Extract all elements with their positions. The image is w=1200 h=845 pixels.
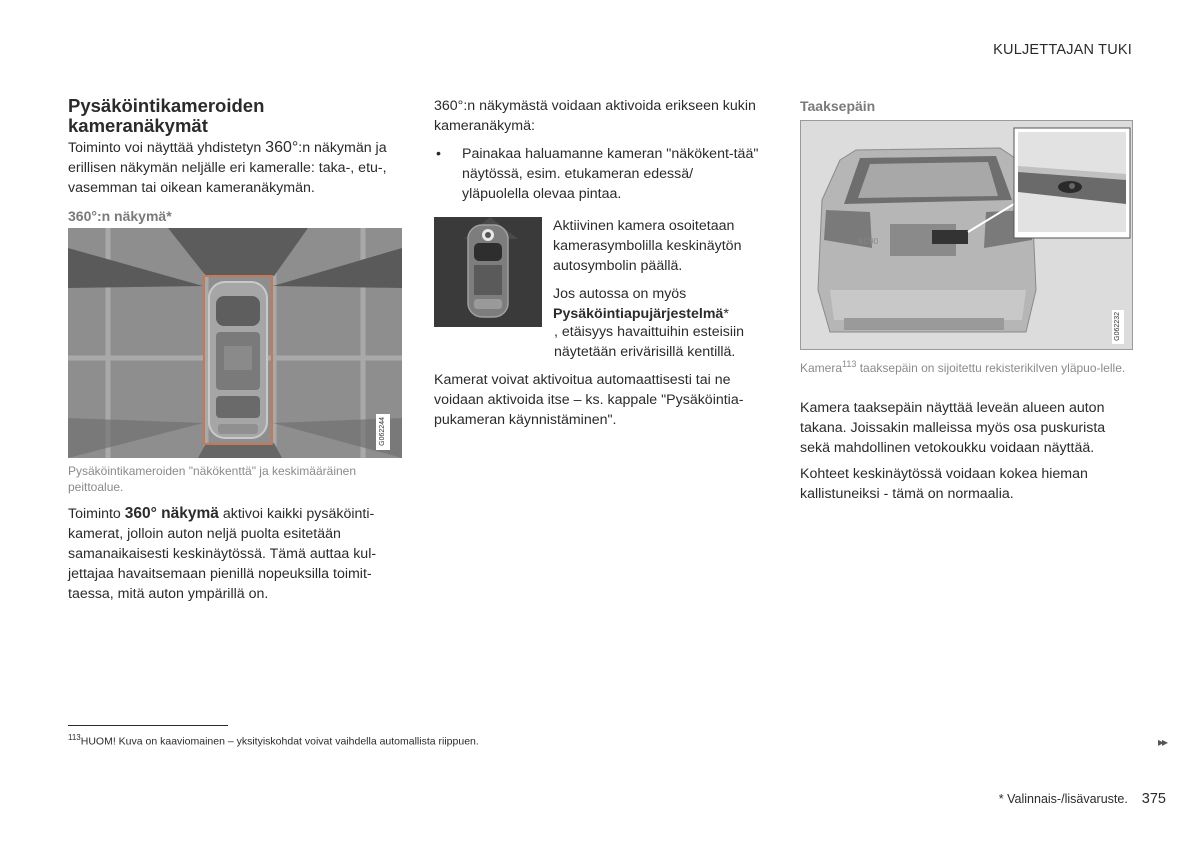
bullet-item bbox=[434, 144, 764, 204]
section-header: KULJETTAJAN TUKI bbox=[993, 42, 1132, 58]
car-badge: XC90 bbox=[858, 237, 879, 246]
title-line-1: Pysäköintikameroiden bbox=[68, 95, 265, 116]
footnote-number: 113 bbox=[68, 733, 81, 742]
body-pre: Toiminto bbox=[68, 506, 125, 522]
image-code: G062244 bbox=[379, 417, 386, 446]
column-1 bbox=[68, 96, 398, 226]
parking-assist-link: Pysäköintiapujärjestelmä bbox=[553, 306, 724, 322]
col2-paragraph-3: Kamerat voivat aktivoitua automaattisesti tai ne voidaan aktivoida itse – ks. kappale "Pysäköintia-pukameran käynnistäminen". bbox=[434, 372, 744, 428]
image-rear-camera bbox=[800, 120, 1133, 350]
subheading-rear: Taaksepäin bbox=[800, 98, 876, 114]
footnote-ref: 113 bbox=[842, 359, 857, 369]
image-code-rear: G062232 bbox=[1114, 312, 1121, 341]
col2-intro: 360°:n näkymästä voidaan aktivoida erikseen kukin kameranäkymä: bbox=[434, 98, 756, 134]
image-360-view bbox=[68, 228, 402, 458]
intro-text-1: Toiminto voi näyttää yhdistetyn bbox=[68, 140, 262, 156]
optional-accessory-note: * Valinnais-/lisävaruste. bbox=[998, 792, 1128, 806]
intro-paragraph bbox=[68, 138, 398, 198]
p2-star: * bbox=[723, 306, 729, 322]
p2-pre: Jos autossa on myös bbox=[553, 286, 687, 302]
bullet-dot: • bbox=[436, 146, 441, 162]
footnote bbox=[68, 733, 479, 748]
caption-post: taaksepäin on sijoitettu rekisterikilven yläpuo-lelle. bbox=[856, 361, 1126, 375]
rear-car-illustration bbox=[800, 120, 1133, 350]
col2-paragraph-1: Aktiivinen kamera osoitetaan kamerasymbolilla keskinäytön autosymbolin päällä. bbox=[553, 218, 742, 274]
title-line-2: kameranäkymät bbox=[68, 115, 208, 136]
image-caption-rear bbox=[800, 356, 1135, 376]
intro-text-2: :n näkymän ja erillisen näkymän neljälle eri kameralle: taka-, etu-, vasemman tai oikean kameranäkymän. bbox=[68, 140, 387, 196]
page-number: 375 bbox=[1141, 791, 1166, 807]
body-post: aktivoi kaikki pysäköinti-kamerat, jolloin auton neljä puolta esitetään samanaikaisesti keskinäytössä. Tämä auttaa kul-jettajaa havaitsemaan pienillä nopeuksilla toimit-taessa, mitä auton ympärillä on. bbox=[68, 506, 377, 602]
caption-pre: Kamera bbox=[800, 361, 843, 375]
camera-description bbox=[553, 216, 763, 324]
image-caption-360: Pysäköintikameroiden "näkökenttä" ja keskimääräinen peittoalue. bbox=[68, 464, 357, 494]
p2-post-wrap bbox=[434, 322, 764, 362]
page-title bbox=[68, 96, 398, 136]
body-bold: 360° näkymä bbox=[124, 505, 219, 522]
car-camera-icon bbox=[434, 217, 542, 327]
col3-paragraph-1: Kamera taaksepäin näyttää leveän alueen auton takana. Joissakin malleissa myös osa puskurista sekä mahdollinen vetokoukku voidaan näyttää. bbox=[800, 400, 1106, 456]
footnote-text: HUOM! Kuva on kaaviomainen – yksityiskohdat voivat vaihdella automallista riippuen. bbox=[80, 735, 479, 748]
camera-symbol-image bbox=[434, 217, 542, 327]
footnote-divider bbox=[68, 725, 228, 726]
col2-paragraph-2b bbox=[434, 322, 764, 362]
body-paragraph-360 bbox=[68, 504, 398, 604]
col3-paragraph-2: Kohteet keskinäytössä voidaan kokea hieman kallistuneiksi - tämä on normaalia. bbox=[800, 466, 1088, 502]
col2-paragraph-2a bbox=[553, 284, 763, 324]
bullet-text: Painakaa haluamanne kameran "näkökent-tää" näytössä, esim. etukameran edessä/ yläpuolella olevaa pintaa. bbox=[462, 146, 759, 202]
continue-arrows-icon: ▸▸ bbox=[1157, 735, 1166, 749]
column-3-body bbox=[800, 398, 1135, 504]
subheading-360: 360°:n näkymä* bbox=[68, 208, 172, 224]
intro-360: 360° bbox=[265, 139, 299, 156]
p2-post: , etäisyys havaittuihin esteisiin näytetään erivärisillä kentillä. bbox=[554, 324, 745, 360]
column-2 bbox=[434, 96, 764, 204]
top-view-car-illustration bbox=[68, 228, 402, 458]
page-footer bbox=[999, 791, 1166, 807]
